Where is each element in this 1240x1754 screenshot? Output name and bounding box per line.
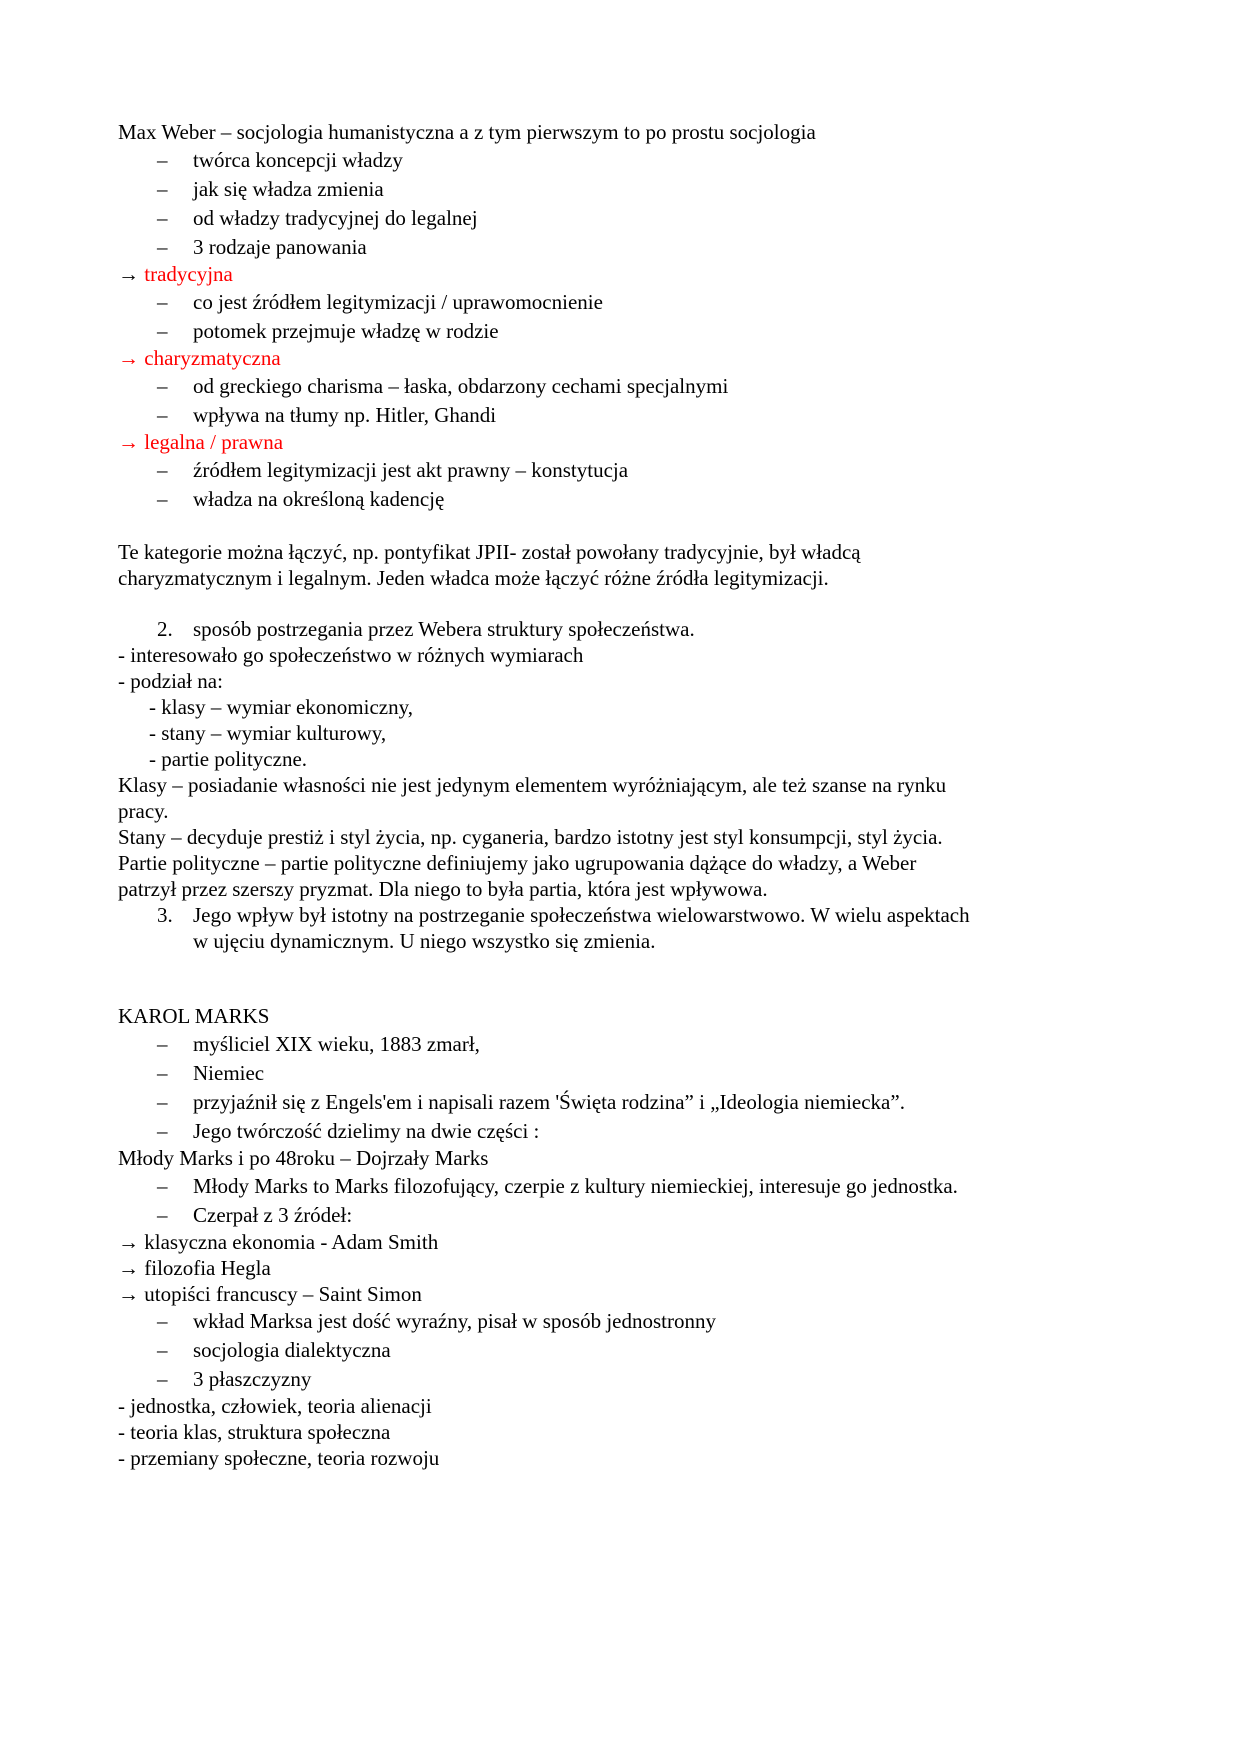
list-item: wpływa na tłumy np. Hitler, Ghandi: [193, 403, 497, 427]
list-number: 3.: [157, 903, 173, 927]
dash-marker: –: [157, 1119, 168, 1143]
dash-marker: –: [157, 319, 168, 343]
dash-marker: –: [157, 403, 168, 427]
dash-marker: –: [157, 1090, 168, 1114]
list-item: 3 rodzaje panowania: [193, 235, 367, 259]
sub-item: - stany – wymiar kulturowy,: [149, 721, 387, 745]
dash-marker: –: [157, 148, 168, 172]
source-label: filozofia Hegla: [144, 1256, 271, 1280]
list-item: od greckiego charisma – łaska, obdarzony cechami specjalnymi: [193, 374, 729, 398]
text-line: pracy.: [118, 799, 169, 823]
dash-marker: –: [157, 206, 168, 230]
numbered-item-text: sposób postrzegania przez Webera struktury społeczeństwa.: [193, 617, 695, 641]
type-heading-traditional: [118, 260, 233, 288]
list-number: 2.: [157, 617, 173, 641]
source-item: [118, 1254, 271, 1282]
dash-marker: –: [157, 487, 168, 511]
source-label: klasyczna ekonomia - Adam Smith: [144, 1230, 439, 1254]
list-item: 3 płaszczyzny: [193, 1367, 312, 1391]
numbered-item-text: w ujęciu dynamicznym. U niego wszystko się zmienia.: [193, 929, 656, 953]
list-item: socjologia dialektyczna: [193, 1338, 391, 1362]
type-heading-charismatic: [118, 344, 281, 372]
text-line: - teoria klas, struktura społeczna: [118, 1420, 391, 1444]
list-item: wkład Marksa jest dość wyraźny, pisał w sposób jednostronny: [193, 1309, 716, 1333]
list-item: Młody Marks to Marks filozofujący, czerpie z kultury niemieckiej, interesuje go jednostka.: [193, 1174, 958, 1198]
dash-marker: –: [157, 1367, 168, 1391]
source-item: [118, 1228, 438, 1256]
sub-item: - partie polityczne.: [149, 747, 308, 771]
list-item: jak się władza zmienia: [193, 177, 384, 201]
arrow-icon: →: [118, 1230, 139, 1254]
list-item: myśliciel XIX wieku, 1883 zmarł,: [193, 1032, 480, 1056]
source-item: [118, 1280, 422, 1308]
list-item: Niemiec: [193, 1061, 265, 1085]
paragraph-line: Te kategorie można łączyć, np. pontyfikat JPII- został powołany tradycyjnie, był władcą: [118, 540, 861, 564]
text-line: - interesowało go społeczeństwo w różnych wymiarach: [118, 643, 584, 667]
text-line: - przemiany społeczne, teoria rozwoju: [118, 1446, 440, 1470]
dash-marker: –: [157, 1061, 168, 1085]
list-item: władza na określoną kadencję: [193, 487, 445, 511]
list-item: potomek przejmuje władzę w rodzie: [193, 319, 499, 343]
dash-marker: –: [157, 1309, 168, 1333]
sub-item: - klasy – wymiar ekonomiczny,: [149, 695, 413, 719]
weber-heading: Max Weber – socjologia humanistyczna a z tym pierwszym to po prostu socjologia: [118, 120, 816, 144]
list-item: co jest źródłem legitymizacji / uprawomocnienie: [193, 290, 603, 314]
text-line: patrzył przez szerszy pryzmat. Dla niego to była partia, która jest wpływowa.: [118, 877, 768, 901]
list-item: Jego twórczość dzielimy na dwie części :: [193, 1119, 540, 1143]
text-line: Młody Marks i po 48roku – Dojrzały Marks: [118, 1146, 489, 1170]
list-item: Czerpał z 3 źródeł:: [193, 1203, 353, 1227]
type-label: legalna / prawna: [144, 430, 284, 454]
dash-marker: –: [157, 1203, 168, 1227]
dash-marker: –: [157, 235, 168, 259]
numbered-item-text: Jego wpływ był istotny na postrzeganie społeczeństwa wielowarstwowo. W wielu aspektach: [193, 903, 970, 927]
text-line: - podział na:: [118, 669, 223, 693]
list-item: przyjaźnił się z Engels'em i napisali razem 'Święta rodzina” i „Ideologia niemiecka”.: [193, 1090, 905, 1114]
dash-marker: –: [157, 374, 168, 398]
dash-marker: –: [157, 1032, 168, 1056]
text-line: Partie polityczne – partie polityczne definiujemy jako ugrupowania dążące do władzy, a Weber: [118, 851, 917, 875]
text-line: Klasy – posiadanie własności nie jest jedynym elementem wyróżniającym, ale też szanse na rynku: [118, 773, 947, 797]
list-item: twórca koncepcji władzy: [193, 148, 403, 172]
list-item: od władzy tradycyjnej do legalnej: [193, 206, 478, 230]
dash-marker: –: [157, 177, 168, 201]
arrow-icon: →: [118, 1282, 139, 1306]
dash-marker: –: [157, 1174, 168, 1198]
source-label: utopiści francuscy – Saint Simon: [144, 1282, 422, 1306]
type-label: charyzmatyczna: [144, 346, 281, 370]
arrow-icon: →: [118, 1256, 139, 1280]
paragraph-line: charyzmatycznym i legalnym. Jeden władca może łączyć różne źródła legitymizacji.: [118, 566, 829, 590]
arrow-icon: →: [118, 262, 139, 286]
dash-marker: –: [157, 290, 168, 314]
dash-marker: –: [157, 1338, 168, 1362]
arrow-icon: →: [118, 430, 139, 454]
marks-heading: KAROL MARKS: [118, 1004, 270, 1028]
text-line: Stany – decyduje prestiż i styl życia, np. cyganeria, bardzo istotny jest styl konsumpcji, styl życia.: [118, 825, 943, 849]
type-heading-legal: [118, 428, 283, 456]
list-item: źródłem legitymizacji jest akt prawny – konstytucja: [193, 458, 629, 482]
type-label: tradycyjna: [144, 262, 233, 286]
arrow-icon: →: [118, 346, 139, 370]
dash-marker: –: [157, 458, 168, 482]
text-line: - jednostka, człowiek, teoria alienacji: [118, 1394, 432, 1418]
